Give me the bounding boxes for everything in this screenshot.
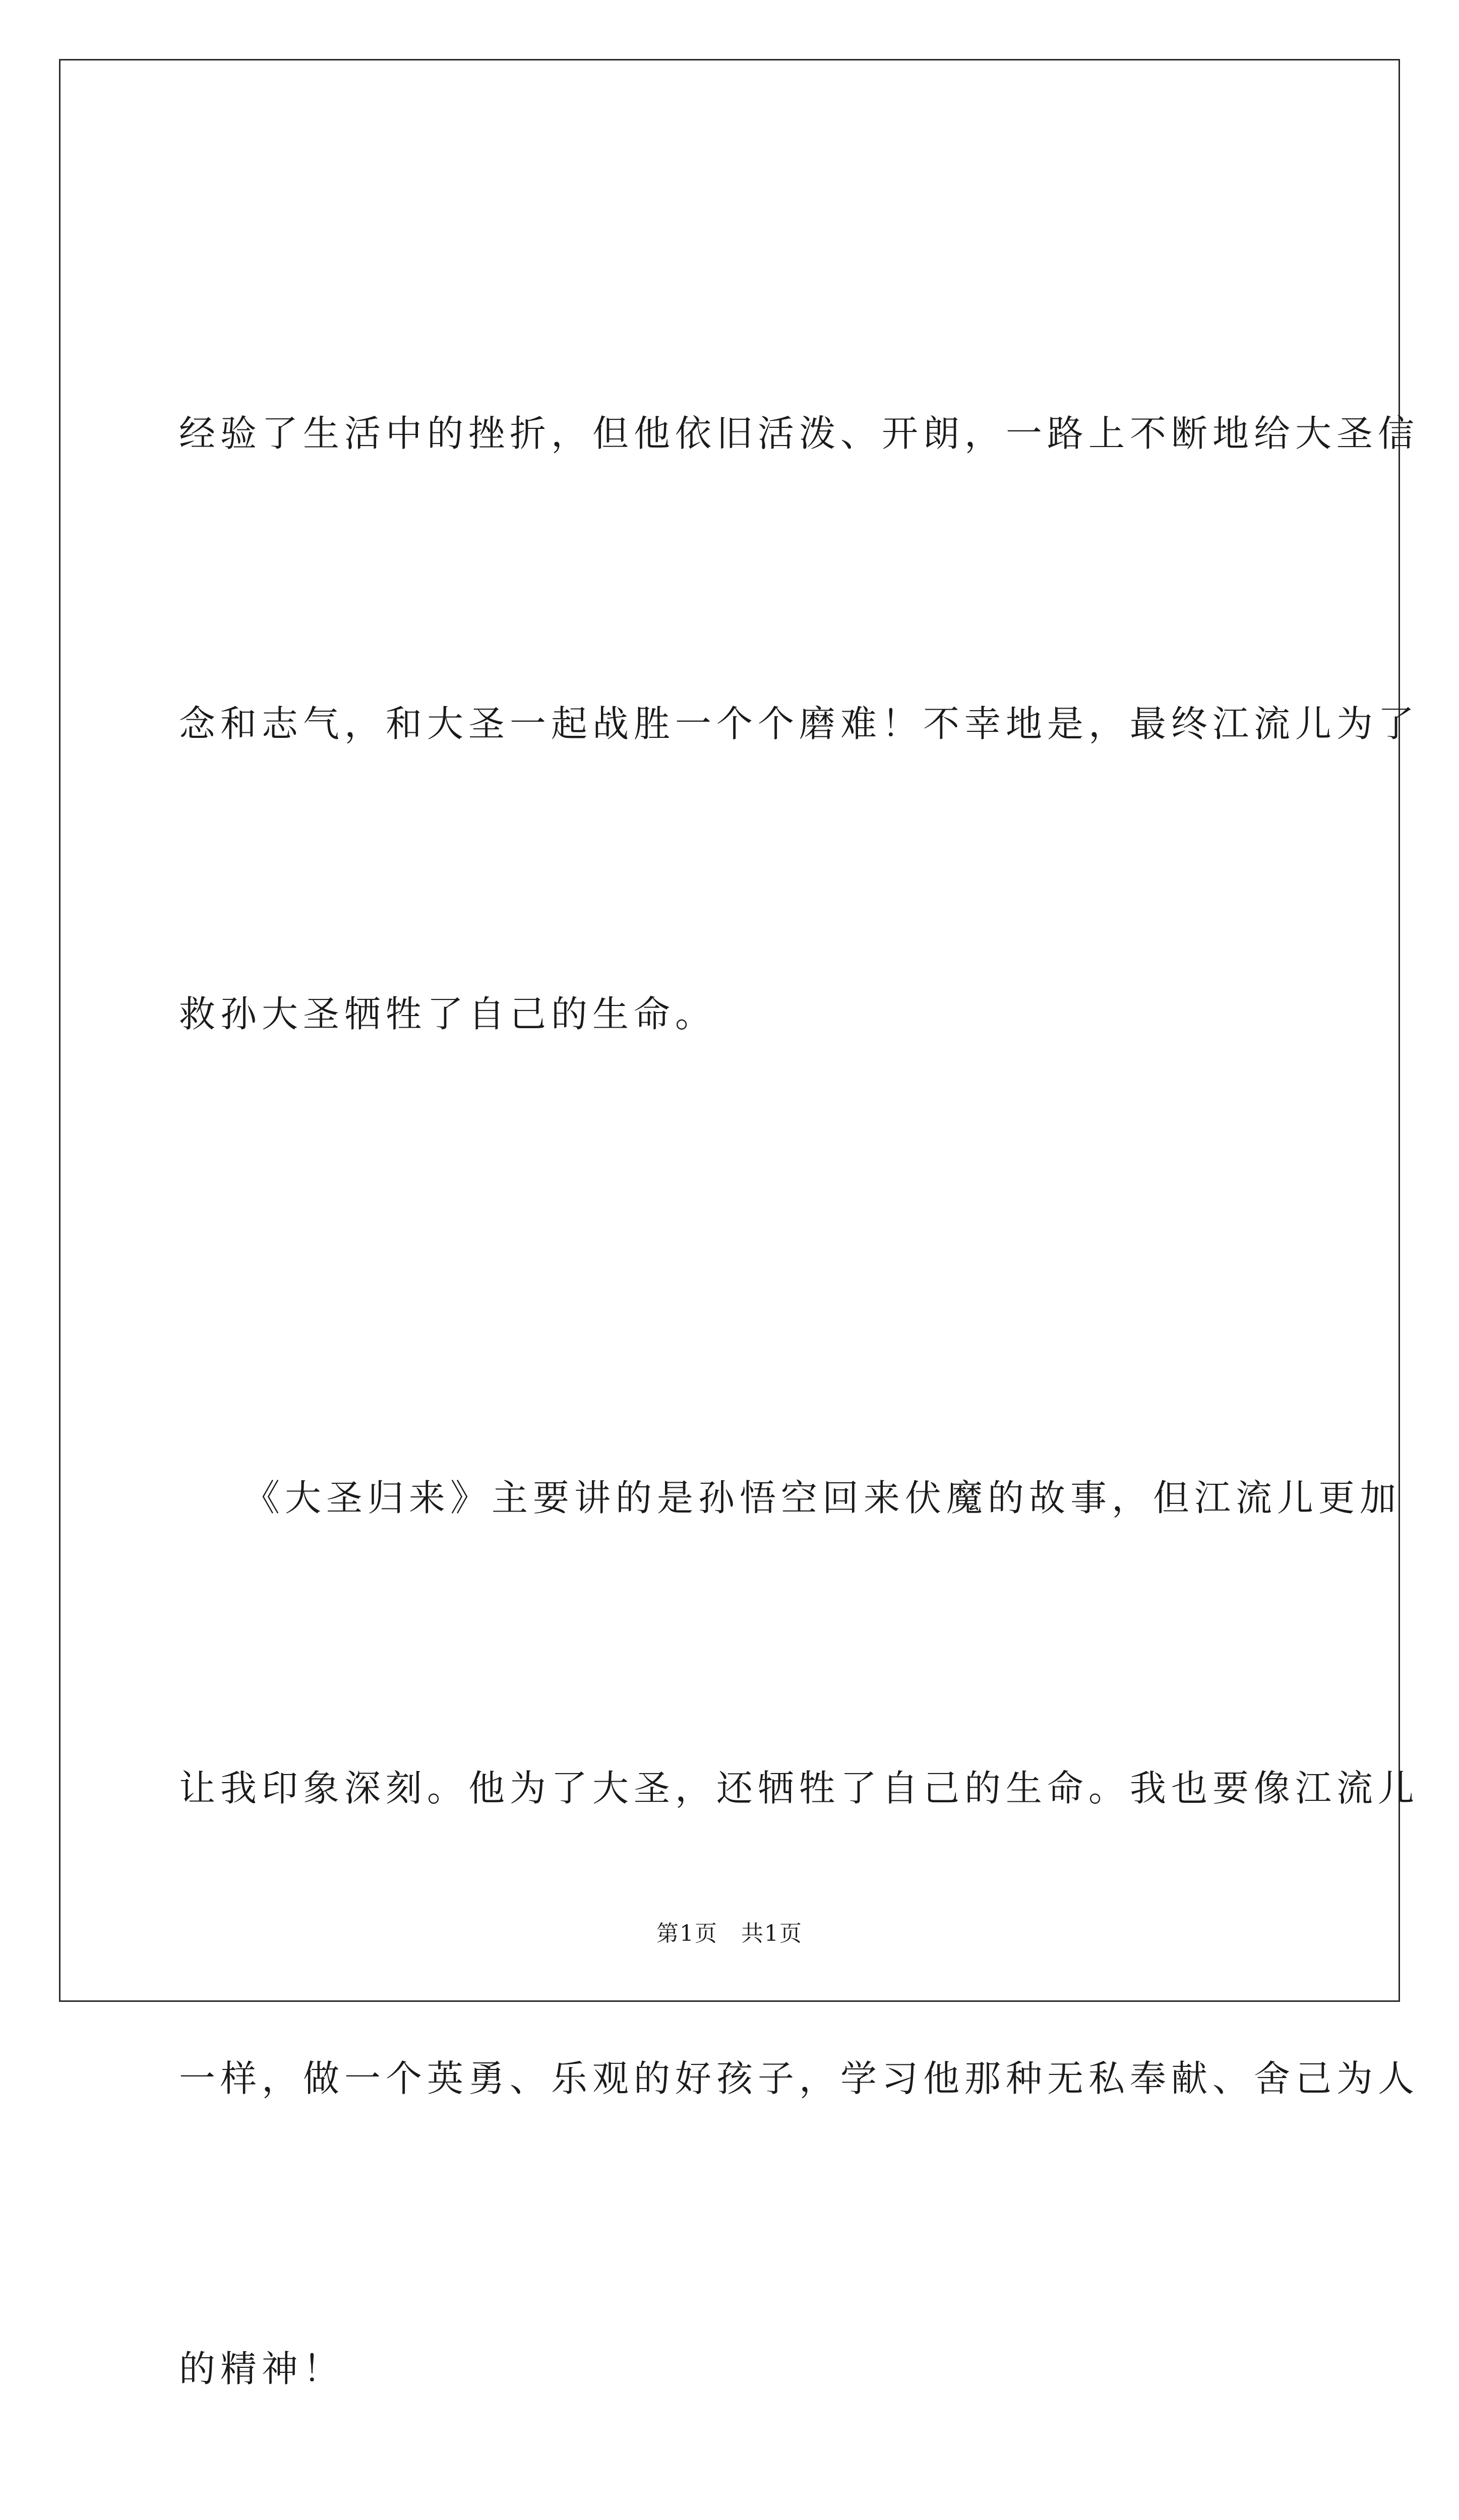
text-line: 的精神！ xyxy=(179,2348,345,2390)
text-line: 《大圣归来》主要讲的是孙悟空回来伏魔的故事，但江流儿更加 xyxy=(179,1477,1402,1519)
text-line: 让我印象深刻。他为了大圣，还牺牲了自己的生命。我也要像江流儿 xyxy=(179,1767,1420,1809)
text-line: 一样，做一个英勇、乐观的好孩子，学习他那种无私奉献、舍己为人 xyxy=(179,2057,1420,2100)
document-body xyxy=(179,192,1420,2520)
text-line: 念和志气，和大圣一起战胜一个个磨难！不幸地是，最终江流儿为了 xyxy=(179,703,1420,745)
text-line: 救孙大圣牺牲了自己的生命。 xyxy=(179,993,717,1035)
paragraph-2 xyxy=(179,1256,1420,2520)
text-line: 经验了生活中的挫折，但他依旧活泼、开朗，一路上不断地给大圣信 xyxy=(179,412,1420,455)
paragraph-1 xyxy=(179,192,1420,1256)
page-number-footer: 第1页 共1页 xyxy=(656,1921,803,1946)
